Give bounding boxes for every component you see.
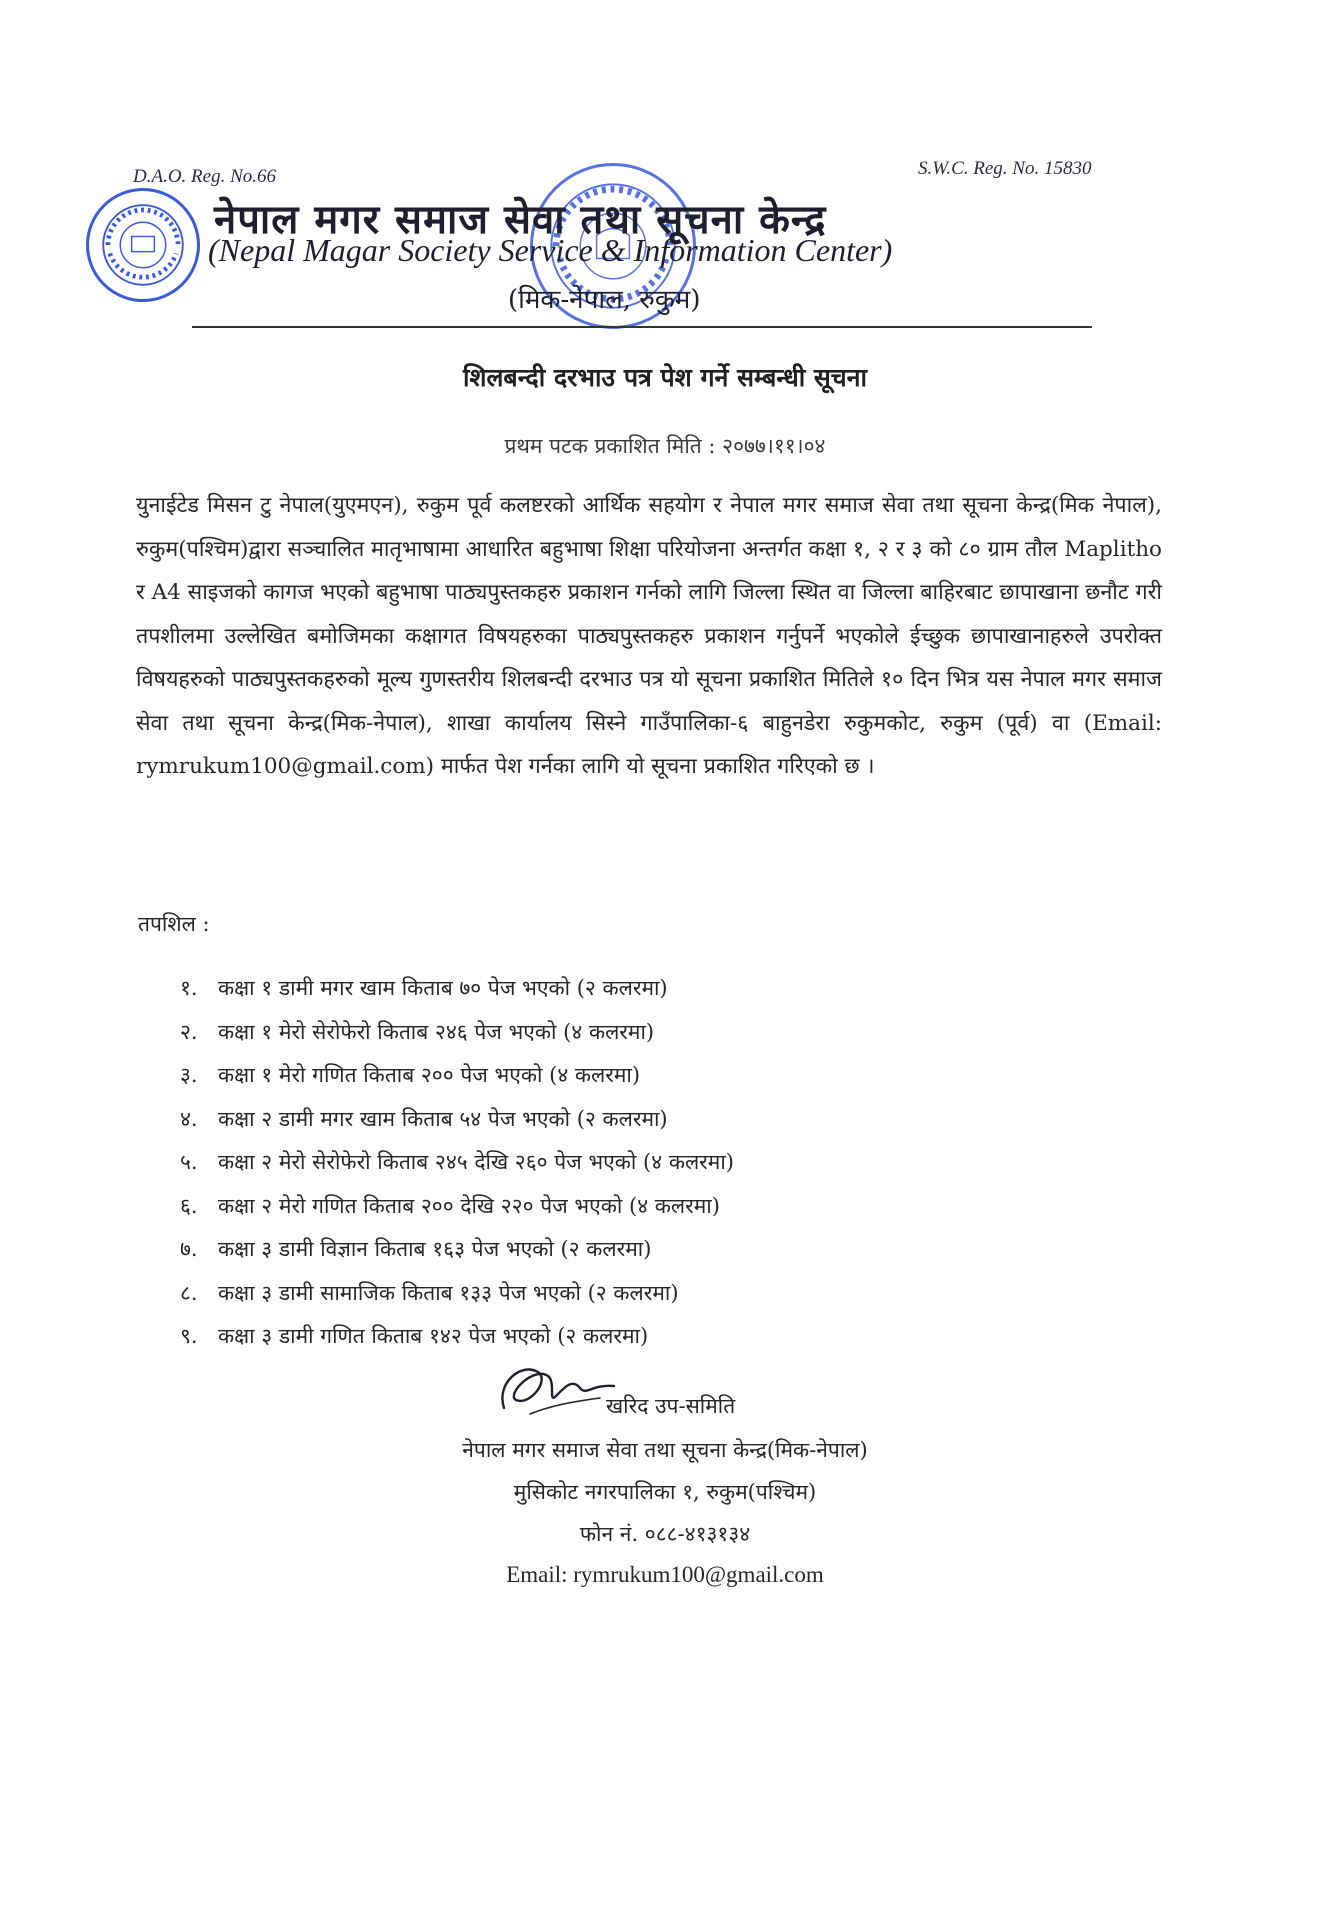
swc-registration: S.W.C. Reg. No. 15830 — [918, 158, 1092, 179]
item-text: कक्षा २ डामी मगर खाम किताब ५४ पेज भएको (२ कलरमा) — [218, 1106, 668, 1131]
org-name-nepali: नेपाल मगर समाज सेवा तथा सूचना केन्द्र — [214, 196, 827, 243]
item-text: कक्षा २ मेरो सेरोफेरो किताब २४५ देखि २६० पेज भएको (४ कलरमा) — [218, 1150, 734, 1174]
book-list — [180, 968, 734, 1360]
signoff-address: मुसिकोट नगरपालिका १, रुकुम(पश्चिम) — [513, 1480, 817, 1504]
item-number: ९. — [180, 1324, 198, 1348]
list-item — [180, 1229, 734, 1273]
item-number: ३. — [180, 1063, 198, 1087]
purchase-committee: खरिद उप-समिति — [606, 1394, 736, 1418]
notice-title: शिलबन्दी दरभाउ पत्र पेश गर्ने सम्बन्धी सूचना — [463, 363, 867, 392]
org-short-name: (मिक-नेपाल, रुकुम) — [508, 285, 701, 315]
item-text: कक्षा १ मेरो गणित किताब २०० पेज भएको (४ कलरमा) — [218, 1063, 641, 1087]
item-text: कक्षा २ मेरो गणित किताब २०० देखि २२० पेज भएको (४ कलरमा) — [218, 1193, 720, 1218]
org-seal-icon — [86, 188, 200, 302]
list-item — [180, 1099, 734, 1143]
signature-icon — [490, 1348, 620, 1428]
list-item — [180, 1142, 734, 1186]
org-name-english: (Nepal Magar Society Service & Information Center) — [208, 232, 893, 268]
tapashil-label: तपशिल : — [138, 912, 210, 936]
dao-registration: D.A.O. Reg. No.66 — [133, 166, 277, 187]
list-item — [180, 1316, 734, 1360]
notice-body: युनाईटेड मिसन टु नेपाल(युएमएन), रुकुम पूर्व कलष्टरको आर्थिक सहयोग र नेपाल मगर समाज सेवा तथा सूचना केन्द्र(मिक नेपाल), रुकुम(पश्चिम)द्वारा सञ्चालित मातृभाषामा आधारित बहुभाषा शिक्षा परियोजना अन्तर्गत कक्षा १, २ र ३ को ८० ग्राम तौल Maplitho र A4 साइजको कागज भएको बहुभाषा पाठ्यपुस्तकहरु प्रकाशन गर्नको लागि जिल्ला स्थित वा जिल्ला बाहिरबाट छापाखाना छनौट गरी तपशीलमा उल्लेखित बमोजिमका कक्षागत विषयहरुका पाठ्यपुस्तकहरु प्रकाशन गर्नुपर्ने भएकोले ईच्छुक छापाखानाहरुले उपरोक्त विषयहरुको पाठ्यपुस्तकहरुको मूल्य गुणस्तरीय शिलबन्दी दरभाउ पत्र यो सूचना प्रकाशित मितिले १० दिन भित्र यस नेपाल मगर समाज सेवा तथा सूचना केन्द्र(मिक-नेपाल), शाखा कार्यालय सिस्ने गाउँपालिका-६ बाहुनडेरा रुकुमकोट, रुकुम (पूर्व) वा (Email: rymrukum100@gmail.com) मार्फत पेश गर्नका लागि यो सूचना प्रकाशित गरिएको छ । — [136, 493, 1162, 779]
list-item — [180, 1273, 734, 1317]
item-number: ७. — [180, 1237, 198, 1261]
list-item — [180, 968, 734, 1012]
list-item — [180, 1186, 734, 1230]
item-number: १. — [180, 976, 198, 1000]
item-number: ६. — [180, 1193, 198, 1218]
item-text: कक्षा १ डामी मगर खाम किताब ७० पेज भएको (२ कलरमा) — [218, 976, 668, 1000]
publication-date: प्रथम पटक प्रकाशित मिति : २०७७।११।०४ — [504, 434, 826, 458]
signoff-email: Email: rymrukum100@gmail.com — [506, 1562, 824, 1587]
item-number: २. — [180, 1019, 198, 1044]
item-text: कक्षा १ मेरो सेरोफेरो किताब २४६ पेज भएको (४ कलरमा) — [218, 1019, 655, 1044]
item-number: ८. — [180, 1280, 198, 1305]
list-item — [180, 1012, 734, 1056]
item-number: ४. — [180, 1106, 198, 1131]
list-item — [180, 1055, 734, 1099]
item-text: कक्षा ३ डामी सामाजिक किताब १३३ पेज भएको (२ कलरमा) — [218, 1280, 679, 1305]
signoff-org: नेपाल मगर समाज सेवा तथा सूचना केन्द्र(मिक-नेपाल) — [462, 1438, 868, 1462]
letterhead-divider — [192, 326, 1092, 328]
item-number: ५. — [180, 1150, 198, 1174]
signoff-phone: फोन नं. ०८८-४१३१३४ — [579, 1522, 751, 1546]
item-text: कक्षा ३ डामी विज्ञान किताब १६३ पेज भएको (२ कलरमा) — [218, 1237, 652, 1261]
item-text: कक्षा ३ डामी गणित किताब १४२ पेज भएको (२ कलरमा) — [218, 1324, 649, 1348]
